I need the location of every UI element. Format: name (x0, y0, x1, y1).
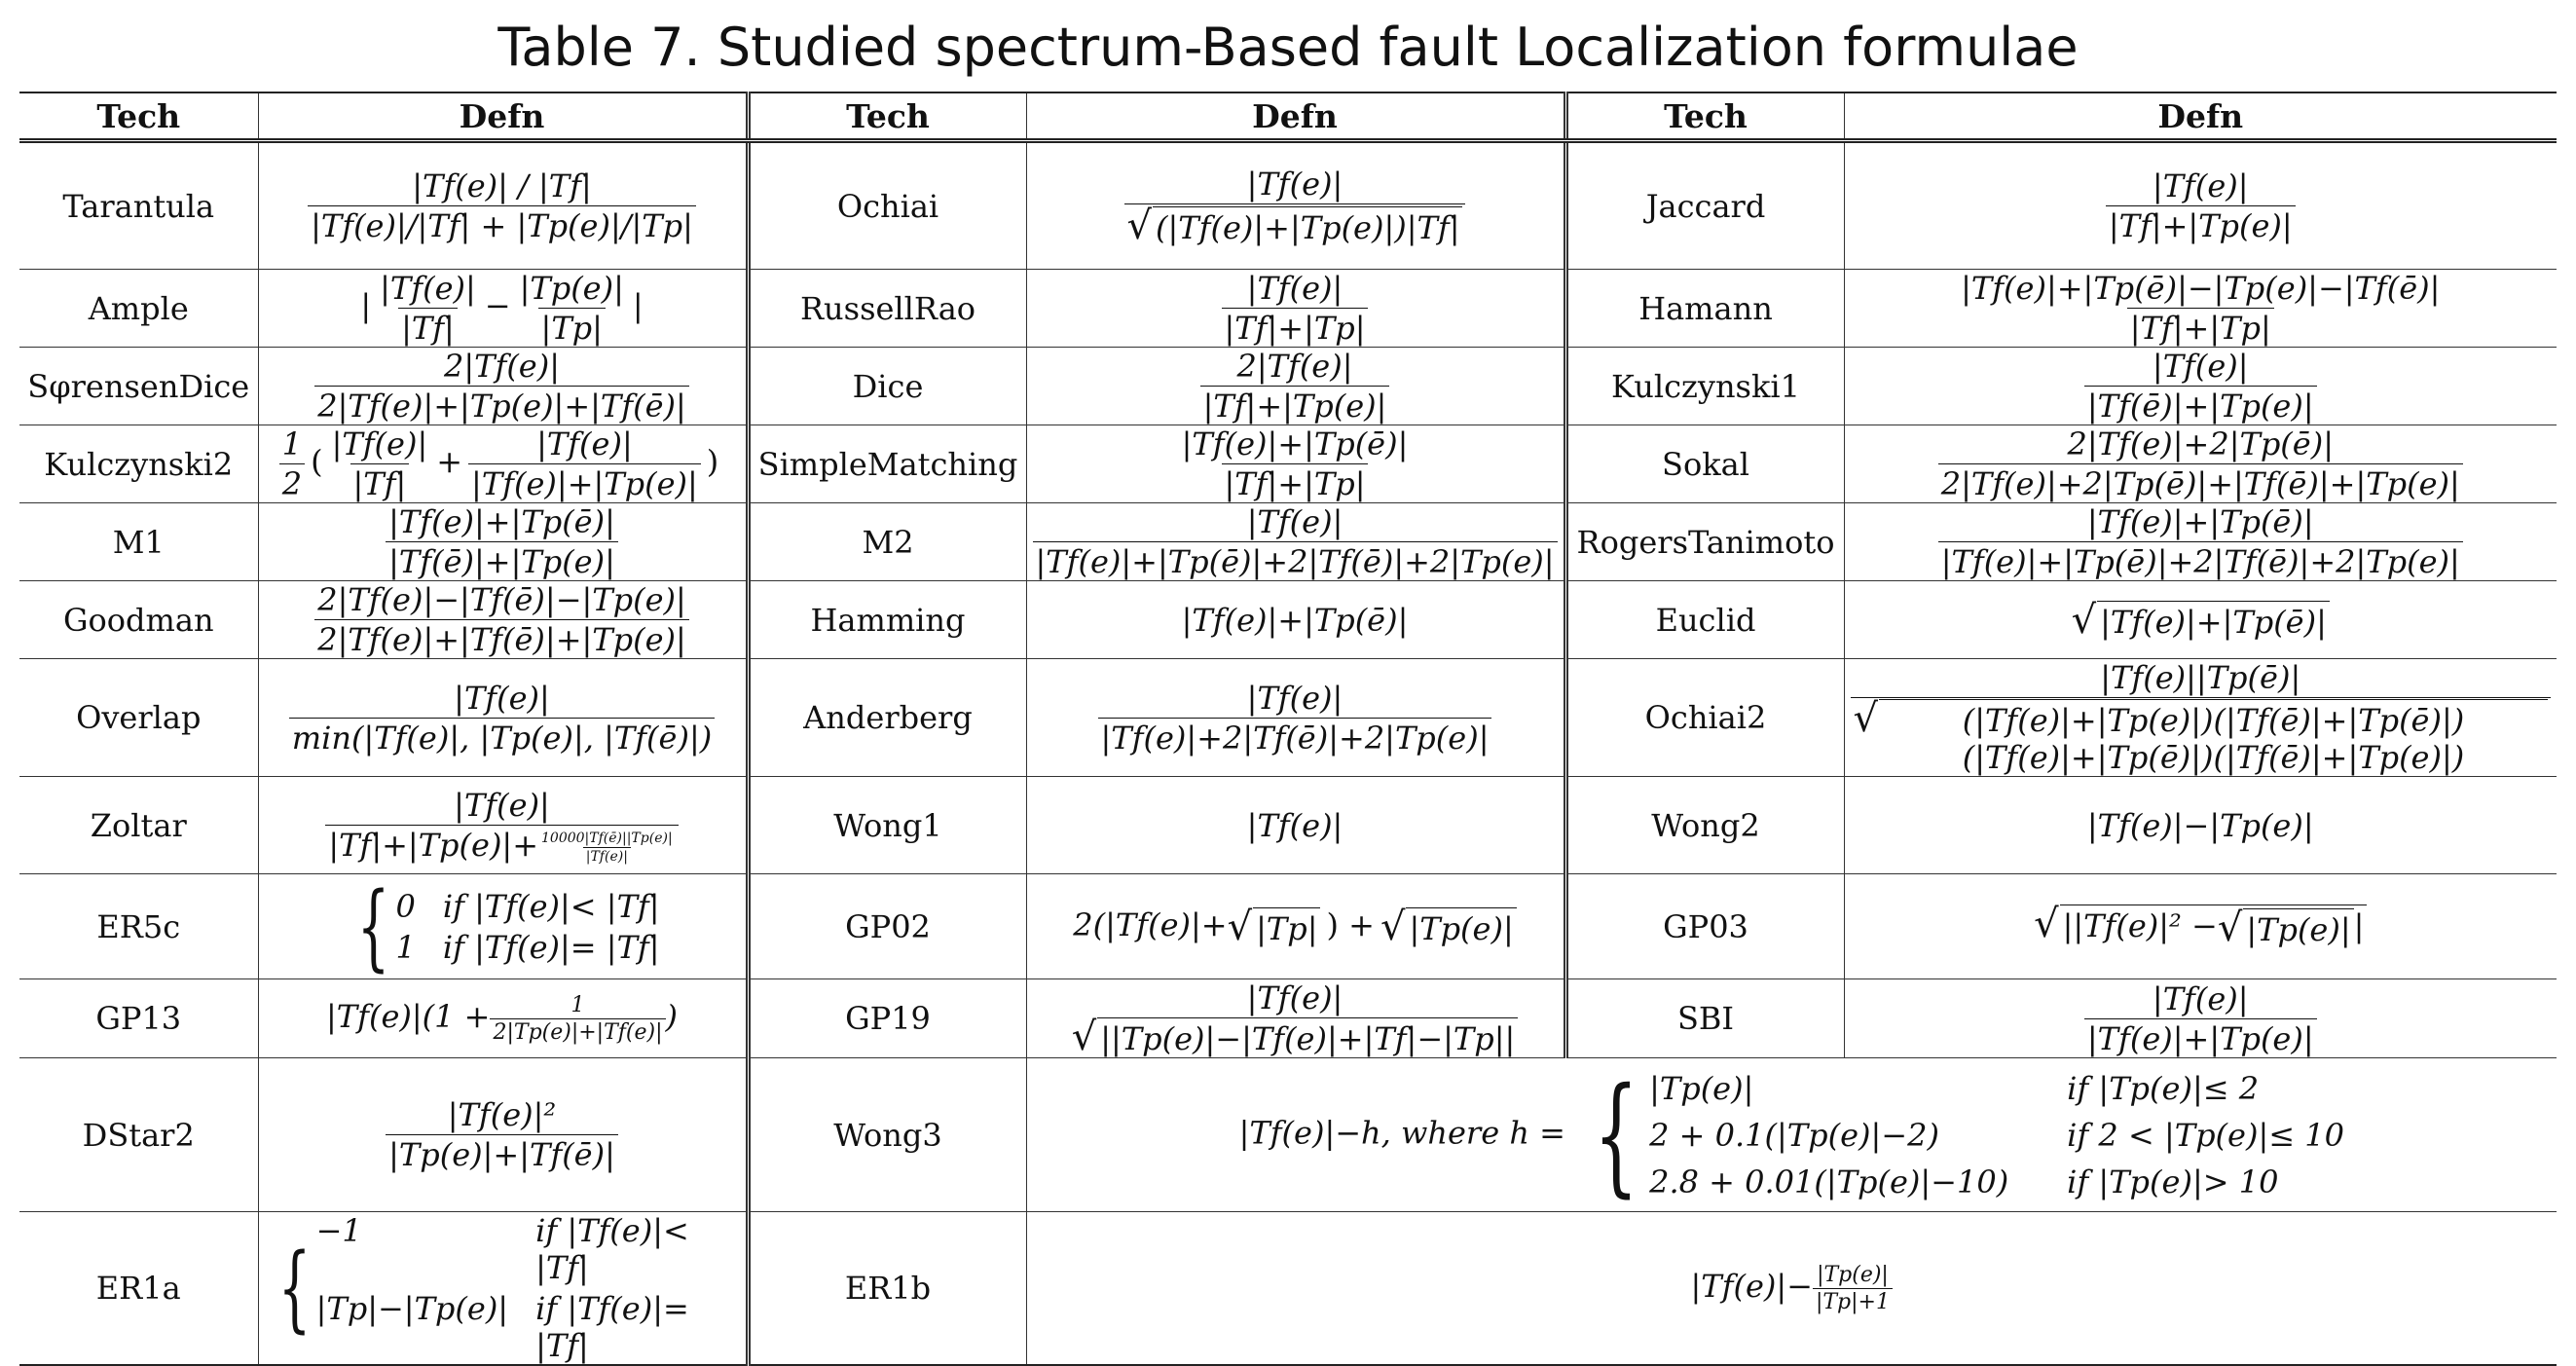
formula: $\frac{2|Tf(e)|-|Tf(ē)|-|Tp(e)|}{2|Tf(e)|+|Tf(ē)|+|Tp(e)|}$ (258, 581, 748, 659)
formula: $\frac{2|Tf(e)|}{2|Tf(e)|+|Tp(e)|+|Tf(ē)|}$ (258, 348, 748, 425)
formula: $\frac{|Tf(e)|}{|Tf(e)|+2|Tf(ē)|+2|Tp(e)|}$ (1026, 659, 1565, 777)
tech-name: ER1a (19, 1212, 258, 1366)
formula: $\frac{|Tf(e)|+|Tp(ē)|}{|Tf|+|Tp|}$ (1026, 425, 1565, 503)
table-row (19, 979, 2557, 1058)
formula: |Tf(e)|(1 + $\frac{1}{2|Tp(e)|+|Tf(e)|}$ ) (258, 979, 748, 1058)
table-row (19, 141, 2557, 270)
formula: $\frac{|Tf(e)|}{|Tf|+|Tp|}$ (1026, 270, 1565, 348)
formula: |Tf(e)||Tp(ē)| √ (|Tf(e)|+|Tp(e)|)(|Tf(ē)|+|Tp(ē)|)(|Tf(e)|+|Tp(ē)|)(|Tf(ē)|+|Tp(e)|) (1844, 659, 2557, 777)
tech-name: Anderberg (748, 659, 1026, 777)
tech-name: Hamming (748, 581, 1026, 659)
tech-name: Dice (748, 348, 1026, 425)
table-row (19, 348, 2557, 425)
tech-name: SφrensenDice (19, 348, 258, 425)
formula: $\frac{2|Tf(e)|}{|Tf|+|Tp(e)|}$ (1026, 348, 1565, 425)
tech-name: M1 (19, 503, 258, 581)
tech-name: GP03 (1565, 874, 1844, 979)
col-header-defn: Defn (258, 92, 748, 141)
tech-name: M2 (748, 503, 1026, 581)
table-row (19, 581, 2557, 659)
table-row (19, 425, 2557, 503)
formula: √ ||Tf(e)|² − √ |Tp(e)| | (1844, 874, 2557, 979)
table-row (19, 503, 2557, 581)
formula: |Tf(e)|− $\frac{|Tp(e)|}{|Tp|+1}$ (1026, 1212, 2557, 1366)
table-row (19, 1212, 2557, 1366)
tech-name: Euclid (1565, 581, 1844, 659)
formula: $\frac{|Tf(e)|+|Tp(ē)|}{|Tf(e)|+|Tp(ē)|+2|Tf(ē)|+2|Tp(e)|}$ (1844, 503, 2557, 581)
formula: |Tf(e)|−|Tp(e)| (1844, 777, 2557, 874)
tech-name: Kulczynski1 (1565, 348, 1844, 425)
tech-name: Kulczynski2 (19, 425, 258, 503)
formula: { 0 if |Tf(e)|< |Tf| 1 if |Tf(e)|= |Tf| (258, 874, 748, 979)
tech-name: ER1b (748, 1212, 1026, 1366)
formula: $\frac{|Tf(e)| / |Tf|}{|Tf(e)|/|Tf| + |Tp(e)|/|Tp|}$ (258, 141, 748, 270)
tech-name: RussellRao (748, 270, 1026, 348)
table-row (19, 777, 2557, 874)
table-row (19, 270, 2557, 348)
tech-name: GP13 (19, 979, 258, 1058)
formula: $\frac{|Tf(e)|}{|Tf(ē)|+|Tp(e)|}$ (1844, 348, 2557, 425)
formula: |Tf(e)| (1026, 777, 1565, 874)
formula: 2(|Tf(e)|+ √ |Tp| ) + √ |Tp(e)| (1026, 874, 1565, 979)
tech-name: GP19 (748, 979, 1026, 1058)
formula: $\frac{|Tf(e)|}{|Tf|+|Tp(e)|}$ (1844, 141, 2557, 270)
tech-name: Overlap (19, 659, 258, 777)
tech-name: Wong3 (748, 1058, 1026, 1212)
tech-name: Hamann (1565, 270, 1844, 348)
formula: $\frac{|Tf(e)|}{\min(|Tf(e)|, |Tp(e)|, |Tf(ē)|)}$ (258, 659, 748, 777)
formula: { −1 if |Tf(e)|< |Tf| |Tp|−|Tp(e)| if |Tf(e)|= |Tf| (258, 1212, 748, 1366)
formula: $\frac{2|Tf(e)|+2|Tp(ē)|}{2|Tf(e)|+2|Tp(ē)|+|Tf(ē)|+|Tp(e)|}$ (1844, 425, 2557, 503)
table-caption: Table 7. Studied spectrum-Based fault Localization formulae (497, 17, 2079, 78)
tech-name: Jaccard (1565, 141, 1844, 270)
tech-name: Ochiai (748, 141, 1026, 270)
tech-name: Ochiai2 (1565, 659, 1844, 777)
formula: |Tf(e)|−h, where h = { |Tp(e)| if |Tp(e)|≤ 2 2 + 0.1(|Tp(e)|−2) if 2 < |Tp(e)|≤ 10 2.8 + 0.01(|Tp(e)|−10) if |Tp(e)|> 10 (1026, 1058, 2557, 1212)
formula: $\frac{|Tf(e)|}{|Tf(e)|+|Tp(e)|}$ (1844, 979, 2557, 1058)
col-header-tech: Tech (748, 92, 1026, 141)
formula: | $\frac{|Tf(e)|}{|Tf|}$ − $\frac{|Tp(e)|}{|Tp|}$ | (258, 270, 748, 348)
col-header-defn: Defn (1026, 92, 1565, 141)
tech-name: SBI (1565, 979, 1844, 1058)
tech-name: RogersTanimoto (1565, 503, 1844, 581)
formula: |Tf(e)|+|Tp(ē)| (1026, 581, 1565, 659)
formula: $\frac{1}{2}$ ( $\frac{|Tf(e)|}{|Tf|}$ + $\frac{|Tf(e)|}{|Tf(e)|+|Tp(e)|}$ ) (258, 425, 748, 503)
formula-table (19, 92, 2557, 1366)
table-row (19, 874, 2557, 979)
formula: $\frac{\text{|Tf(e)|²}}{|Tp(e)|+|Tf(ē)|}$ (258, 1058, 748, 1212)
tech-name: Goodman (19, 581, 258, 659)
tech-name: Ample (19, 270, 258, 348)
tech-name: Wong1 (748, 777, 1026, 874)
tech-name: GP02 (748, 874, 1026, 979)
formula: |Tf(e)| |Tf|+|Tp(e)|+ $\frac{10000|Tf(ē)||Tp(e)|}{|Tf(e)|}$ (258, 777, 748, 874)
tech-name: ER5c (19, 874, 258, 979)
tech-name: Wong2 (1565, 777, 1844, 874)
tech-name: SimpleMatching (748, 425, 1026, 503)
col-header-tech: Tech (1565, 92, 1844, 141)
formula: $\frac{|Tf(e)|+|Tp(ē)|}{|Tf(ē)|+|Tp(e)|}$ (258, 503, 748, 581)
formula: $\frac{|Tf(e)|+|Tp(ē)|-|Tp(e)|-|Tf(ē)|}{|Tf|+|Tp|}$ (1844, 270, 2557, 348)
tech-name: Sokal (1565, 425, 1844, 503)
tech-name: DStar2 (19, 1058, 258, 1212)
formula: |Tf(e)| √ (|Tf(e)|+|Tp(e)|)|Tf| (1026, 141, 1565, 270)
formula: $\frac{|Tf(e)|}{|Tf(e)|+|Tp(ē)|+2|Tf(ē)|+2|Tp(e)|}$ (1026, 503, 1565, 581)
col-header-tech: Tech (19, 92, 258, 141)
table-row (19, 659, 2557, 777)
col-header-defn: Defn (1844, 92, 2557, 141)
tech-name: Tarantula (19, 141, 258, 270)
formula: |Tf(e)| √ ||Tp(e)|−|Tf(e)|+|Tf|−|Tp|| (1026, 979, 1565, 1058)
tech-name: Zoltar (19, 777, 258, 874)
header-row (19, 92, 2557, 141)
table-row (19, 1058, 2557, 1212)
formula: √ |Tf(e)|+|Tp(ē)| (1844, 581, 2557, 659)
